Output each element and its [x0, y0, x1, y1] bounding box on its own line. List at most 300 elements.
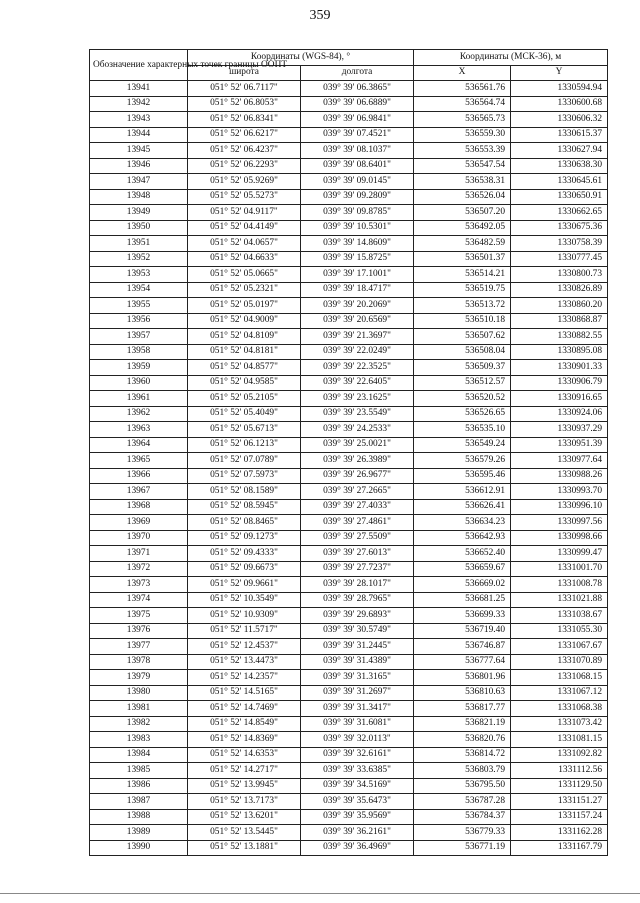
table-row: [90, 747, 608, 763]
x-cell: 536492.05: [414, 220, 511, 236]
y-cell: 1331162.28: [511, 825, 608, 841]
latitude-cell: 051° 52' 06.2293": [188, 158, 301, 174]
longitude-cell: 039° 39' 29.6893": [301, 608, 414, 624]
y-cell: 1330606.32: [511, 112, 608, 128]
y-cell: 1330868.87: [511, 313, 608, 329]
longitude-cell: 039° 39' 26.3989": [301, 453, 414, 469]
longitude-cell: 039° 39' 27.4861": [301, 515, 414, 531]
point-id-cell: 13985: [90, 763, 188, 779]
latitude-cell: 051° 52' 04.8109": [188, 329, 301, 345]
table-row: [90, 608, 608, 624]
latitude-cell: 051° 52' 05.2105": [188, 391, 301, 407]
table-row: [90, 174, 608, 190]
x-cell: 536535.10: [414, 422, 511, 438]
point-id-cell: 13956: [90, 313, 188, 329]
y-cell: 1330826.89: [511, 282, 608, 298]
point-id-cell: 13970: [90, 530, 188, 546]
latitude-cell: 051° 52' 05.2321": [188, 282, 301, 298]
longitude-cell: 039° 39' 36.2161": [301, 825, 414, 841]
y-cell: 1330615.37: [511, 127, 608, 143]
latitude-cell: 051° 52' 06.8341": [188, 112, 301, 128]
x-cell: 536801.96: [414, 670, 511, 686]
table-row: [90, 158, 608, 174]
x-cell: 536817.77: [414, 701, 511, 717]
table-row: [90, 127, 608, 143]
longitude-cell: 039° 39' 09.8785": [301, 205, 414, 221]
longitude-cell: 039° 39' 22.0249": [301, 344, 414, 360]
table-row: [90, 546, 608, 562]
table-row: [90, 468, 608, 484]
point-id-cell: 13973: [90, 577, 188, 593]
header-wgs84: Координаты (WGS-84), °: [188, 50, 414, 66]
longitude-cell: 039° 39' 06.9841": [301, 112, 414, 128]
point-id-cell: 13969: [90, 515, 188, 531]
longitude-cell: 039° 39' 27.5509": [301, 530, 414, 546]
point-id-cell: 13986: [90, 778, 188, 794]
latitude-cell: 051° 52' 13.9945": [188, 778, 301, 794]
y-cell: 1330993.70: [511, 484, 608, 500]
y-cell: 1331129.50: [511, 778, 608, 794]
latitude-cell: 051° 52' 14.8369": [188, 732, 301, 748]
latitude-cell: 051° 52' 05.6713": [188, 422, 301, 438]
longitude-cell: 039° 39' 31.2445": [301, 639, 414, 655]
y-cell: 1331068.38: [511, 701, 608, 717]
x-cell: 536520.52: [414, 391, 511, 407]
y-cell: 1330638.30: [511, 158, 608, 174]
x-cell: 536681.25: [414, 592, 511, 608]
table-row: [90, 670, 608, 686]
y-cell: 1331067.12: [511, 685, 608, 701]
point-id-cell: 13981: [90, 701, 188, 717]
x-cell: 536553.39: [414, 143, 511, 159]
longitude-cell: 039° 39' 24.2533": [301, 422, 414, 438]
point-id-cell: 13949: [90, 205, 188, 221]
x-cell: 536565.73: [414, 112, 511, 128]
longitude-cell: 039° 39' 23.5549": [301, 406, 414, 422]
x-cell: 536719.40: [414, 623, 511, 639]
longitude-cell: 039° 39' 27.4033": [301, 499, 414, 515]
table-row: [90, 96, 608, 112]
table-row: [90, 623, 608, 639]
latitude-cell: 051° 52' 06.4237": [188, 143, 301, 159]
latitude-cell: 051° 52' 05.0197": [188, 298, 301, 314]
longitude-cell: 039° 39' 33.6385": [301, 763, 414, 779]
latitude-cell: 051° 52' 14.7469": [188, 701, 301, 717]
latitude-cell: 051° 52' 04.9117": [188, 205, 301, 221]
x-cell: 536612.91: [414, 484, 511, 500]
x-cell: 536559.30: [414, 127, 511, 143]
x-cell: 536579.26: [414, 453, 511, 469]
table-row: [90, 825, 608, 841]
point-id-cell: 13976: [90, 623, 188, 639]
x-cell: 536814.72: [414, 747, 511, 763]
x-cell: 536507.20: [414, 205, 511, 221]
latitude-cell: 051° 52' 14.2717": [188, 763, 301, 779]
y-cell: 1330645.61: [511, 174, 608, 190]
longitude-cell: 039° 39' 23.1625": [301, 391, 414, 407]
page-number: 359: [309, 8, 331, 23]
y-cell: 1330997.56: [511, 515, 608, 531]
y-cell: 1330895.08: [511, 344, 608, 360]
latitude-cell: 051° 52' 06.8053": [188, 96, 301, 112]
longitude-cell: 039° 39' 17.1001": [301, 267, 414, 283]
longitude-cell: 039° 39' 31.3165": [301, 670, 414, 686]
y-cell: 1330901.33: [511, 360, 608, 376]
point-id-cell: 13959: [90, 360, 188, 376]
x-cell: 536538.31: [414, 174, 511, 190]
table-row: [90, 763, 608, 779]
latitude-cell: 051° 52' 13.5445": [188, 825, 301, 841]
x-cell: 536509.37: [414, 360, 511, 376]
latitude-cell: 051° 52' 10.3549": [188, 592, 301, 608]
point-id-cell: 13988: [90, 809, 188, 825]
point-id-cell: 13979: [90, 670, 188, 686]
latitude-cell: 051° 52' 05.0665": [188, 267, 301, 283]
x-cell: 536784.37: [414, 809, 511, 825]
longitude-cell: 039° 39' 10.5301": [301, 220, 414, 236]
x-cell: 536795.50: [414, 778, 511, 794]
latitude-cell: 051° 52' 14.6353": [188, 747, 301, 763]
point-id-cell: 13960: [90, 375, 188, 391]
x-cell: 536634.23: [414, 515, 511, 531]
x-cell: 536564.74: [414, 96, 511, 112]
table-row: [90, 360, 608, 376]
x-cell: 536626.41: [414, 499, 511, 515]
y-cell: 1331021.88: [511, 592, 608, 608]
header-y: Y: [511, 65, 608, 81]
latitude-cell: 051° 52' 09.4333": [188, 546, 301, 562]
table-row: [90, 515, 608, 531]
x-cell: 536810.63: [414, 685, 511, 701]
longitude-cell: 039° 39' 25.0021": [301, 437, 414, 453]
longitude-cell: 039° 39' 07.4521": [301, 127, 414, 143]
latitude-cell: 051° 52' 13.6201": [188, 809, 301, 825]
latitude-cell: 051° 52' 10.9309": [188, 608, 301, 624]
x-cell: 536514.21: [414, 267, 511, 283]
point-id-cell: 13943: [90, 112, 188, 128]
point-id-cell: 13941: [90, 81, 188, 97]
y-cell: 1330675.36: [511, 220, 608, 236]
longitude-cell: 039° 39' 20.2069": [301, 298, 414, 314]
point-id-cell: 13971: [90, 546, 188, 562]
y-cell: 1330906.79: [511, 375, 608, 391]
latitude-cell: 051° 52' 13.7173": [188, 794, 301, 810]
latitude-cell: 051° 52' 09.6673": [188, 561, 301, 577]
y-cell: 1330937.29: [511, 422, 608, 438]
table-row: [90, 112, 608, 128]
y-cell: 1330594.94: [511, 81, 608, 97]
table-row: [90, 484, 608, 500]
latitude-cell: 051° 52' 13.4473": [188, 654, 301, 670]
point-id-cell: 13963: [90, 422, 188, 438]
x-cell: 536549.24: [414, 437, 511, 453]
y-cell: 1331038.67: [511, 608, 608, 624]
table-row: [90, 391, 608, 407]
x-cell: 536746.87: [414, 639, 511, 655]
longitude-cell: 039° 39' 08.1037": [301, 143, 414, 159]
x-cell: 536526.65: [414, 406, 511, 422]
table-row: [90, 267, 608, 283]
point-id-cell: 13964: [90, 437, 188, 453]
table-row: [90, 437, 608, 453]
latitude-cell: 051° 52' 14.5165": [188, 685, 301, 701]
table-body: [90, 50, 608, 856]
y-cell: 1330758.39: [511, 236, 608, 252]
longitude-cell: 039° 39' 32.0113": [301, 732, 414, 748]
y-cell: 1331070.89: [511, 654, 608, 670]
longitude-cell: 039° 39' 06.3865": [301, 81, 414, 97]
point-id-cell: 13968: [90, 499, 188, 515]
y-cell: 1330662.65: [511, 205, 608, 221]
latitude-cell: 051° 52' 05.4049": [188, 406, 301, 422]
point-id-cell: 13961: [90, 391, 188, 407]
x-cell: 536659.67: [414, 561, 511, 577]
x-cell: 536501.37: [414, 251, 511, 267]
point-id-cell: 13982: [90, 716, 188, 732]
latitude-cell: 051° 52' 04.6633": [188, 251, 301, 267]
latitude-cell: 051° 52' 04.8577": [188, 360, 301, 376]
longitude-cell: 039° 39' 30.5749": [301, 623, 414, 639]
longitude-cell: 039° 39' 34.5169": [301, 778, 414, 794]
point-id-cell: 13965: [90, 453, 188, 469]
point-id-cell: 13987: [90, 794, 188, 810]
latitude-cell: 051° 52' 13.1881": [188, 840, 301, 856]
table-row: [90, 794, 608, 810]
latitude-cell: 051° 52' 05.9269": [188, 174, 301, 190]
table-row: [90, 220, 608, 236]
longitude-cell: 039° 39' 08.6401": [301, 158, 414, 174]
coordinates-table: [89, 49, 608, 856]
x-cell: 536777.64: [414, 654, 511, 670]
latitude-cell: 051° 52' 04.9585": [188, 375, 301, 391]
latitude-cell: 051° 52' 14.2357": [188, 670, 301, 686]
y-cell: 1331067.67: [511, 639, 608, 655]
y-cell: 1331092.82: [511, 747, 608, 763]
table-row: [90, 778, 608, 794]
latitude-cell: 051° 52' 05.5273": [188, 189, 301, 205]
point-id-cell: 13972: [90, 561, 188, 577]
table-row: [90, 344, 608, 360]
latitude-cell: 051° 52' 04.9009": [188, 313, 301, 329]
table-header-row: [90, 50, 608, 66]
y-cell: 1331073.42: [511, 716, 608, 732]
y-cell: 1330860.20: [511, 298, 608, 314]
table-row: [90, 236, 608, 252]
y-cell: 1330777.45: [511, 251, 608, 267]
point-id-cell: 13948: [90, 189, 188, 205]
longitude-cell: 039° 39' 28.7965": [301, 592, 414, 608]
table-row: [90, 685, 608, 701]
point-id-cell: 13955: [90, 298, 188, 314]
latitude-cell: 051° 52' 14.8549": [188, 716, 301, 732]
table-row: [90, 732, 608, 748]
point-id-cell: 13954: [90, 282, 188, 298]
x-cell: 536508.04: [414, 344, 511, 360]
x-cell: 536526.04: [414, 189, 511, 205]
table-row: [90, 205, 608, 221]
latitude-cell: 051° 52' 08.8465": [188, 515, 301, 531]
longitude-cell: 039° 39' 22.6405": [301, 375, 414, 391]
x-cell: 536561.76: [414, 81, 511, 97]
point-id-cell: 13967: [90, 484, 188, 500]
table-row: [90, 143, 608, 159]
table-row: [90, 406, 608, 422]
x-cell: 536512.57: [414, 375, 511, 391]
y-cell: 1331112.56: [511, 763, 608, 779]
latitude-cell: 051° 52' 08.5945": [188, 499, 301, 515]
longitude-cell: 039° 39' 22.3525": [301, 360, 414, 376]
table-row: [90, 329, 608, 345]
point-id-cell: 13957: [90, 329, 188, 345]
table-row: [90, 499, 608, 515]
point-id-cell: 13944: [90, 127, 188, 143]
y-cell: 1330951.39: [511, 437, 608, 453]
point-id-cell: 13977: [90, 639, 188, 655]
longitude-cell: 039° 39' 14.8609": [301, 236, 414, 252]
y-cell: 1331157.24: [511, 809, 608, 825]
longitude-cell: 039° 39' 31.6081": [301, 716, 414, 732]
x-cell: 536787.28: [414, 794, 511, 810]
longitude-cell: 039° 39' 06.6889": [301, 96, 414, 112]
longitude-cell: 039° 39' 15.8725": [301, 251, 414, 267]
longitude-cell: 039° 39' 27.6013": [301, 546, 414, 562]
x-cell: 536482.59: [414, 236, 511, 252]
point-id-cell: 13945: [90, 143, 188, 159]
table-row: [90, 716, 608, 732]
longitude-cell: 039° 39' 18.4717": [301, 282, 414, 298]
longitude-cell: 039° 39' 36.4969": [301, 840, 414, 856]
x-cell: 536771.19: [414, 840, 511, 856]
point-id-cell: 13966: [90, 468, 188, 484]
point-id-cell: 13984: [90, 747, 188, 763]
point-id-cell: 13947: [90, 174, 188, 190]
longitude-cell: 039° 39' 09.2809": [301, 189, 414, 205]
longitude-cell: 039° 39' 09.0145": [301, 174, 414, 190]
latitude-cell: 051° 52' 09.9661": [188, 577, 301, 593]
longitude-cell: 039° 39' 20.6569": [301, 313, 414, 329]
point-id-cell: 13958: [90, 344, 188, 360]
x-cell: 536803.79: [414, 763, 511, 779]
point-id-cell: 13952: [90, 251, 188, 267]
x-cell: 536513.72: [414, 298, 511, 314]
table-row: [90, 251, 608, 267]
latitude-cell: 051° 52' 07.5973": [188, 468, 301, 484]
table-row: [90, 298, 608, 314]
x-cell: 536642.93: [414, 530, 511, 546]
latitude-cell: 051° 52' 11.5717": [188, 623, 301, 639]
table-row: [90, 809, 608, 825]
point-id-cell: 13951: [90, 236, 188, 252]
table-row: [90, 453, 608, 469]
x-cell: 536669.02: [414, 577, 511, 593]
table-row: [90, 639, 608, 655]
y-cell: 1330996.10: [511, 499, 608, 515]
point-id-cell: 13942: [90, 96, 188, 112]
longitude-cell: 039° 39' 31.3417": [301, 701, 414, 717]
y-cell: 1331008.78: [511, 577, 608, 593]
latitude-cell: 051° 52' 09.1273": [188, 530, 301, 546]
x-cell: 536820.76: [414, 732, 511, 748]
y-cell: 1330999.47: [511, 546, 608, 562]
point-id-cell: 13980: [90, 685, 188, 701]
y-cell: 1330650.91: [511, 189, 608, 205]
point-id-cell: 13946: [90, 158, 188, 174]
table-row: [90, 530, 608, 546]
point-id-cell: 13974: [90, 592, 188, 608]
table-row: [90, 701, 608, 717]
table-row: [90, 577, 608, 593]
longitude-cell: 039° 39' 31.4389": [301, 654, 414, 670]
longitude-cell: 039° 39' 21.3697": [301, 329, 414, 345]
table-row: [90, 592, 608, 608]
y-cell: 1330998.66: [511, 530, 608, 546]
latitude-cell: 051° 52' 06.6217": [188, 127, 301, 143]
point-id-cell: 13962: [90, 406, 188, 422]
y-cell: 1330916.65: [511, 391, 608, 407]
table-row: [90, 189, 608, 205]
longitude-cell: 039° 39' 32.6161": [301, 747, 414, 763]
longitude-cell: 039° 39' 35.9569": [301, 809, 414, 825]
header-latitude: широта: [188, 65, 301, 81]
point-id-cell: 13950: [90, 220, 188, 236]
x-cell: 536595.46: [414, 468, 511, 484]
table-row: [90, 282, 608, 298]
longitude-cell: 039° 39' 35.6473": [301, 794, 414, 810]
table-row: [90, 375, 608, 391]
y-cell: 1331167.79: [511, 840, 608, 856]
y-cell: 1330977.64: [511, 453, 608, 469]
header-x: X: [414, 65, 511, 81]
y-cell: 1330988.26: [511, 468, 608, 484]
header-longitude: долгота: [301, 65, 414, 81]
x-cell: 536821.19: [414, 716, 511, 732]
y-cell: 1330627.94: [511, 143, 608, 159]
point-id-cell: 13953: [90, 267, 188, 283]
table-row: [90, 422, 608, 438]
longitude-cell: 039° 39' 27.2665": [301, 484, 414, 500]
table-row: [90, 840, 608, 856]
header-msk36: Координаты (МСК-36), м: [414, 50, 608, 66]
latitude-cell: 051° 52' 04.8181": [188, 344, 301, 360]
y-cell: 1330882.55: [511, 329, 608, 345]
longitude-cell: 039° 39' 31.2697": [301, 685, 414, 701]
longitude-cell: 039° 39' 28.1017": [301, 577, 414, 593]
table-row: [90, 313, 608, 329]
table-row: [90, 654, 608, 670]
x-cell: 536510.18: [414, 313, 511, 329]
point-id-cell: 13989: [90, 825, 188, 841]
table-row: [90, 561, 608, 577]
latitude-cell: 051° 52' 07.0789": [188, 453, 301, 469]
header-designation: Обозначение характерных точек границы ООПТ: [90, 50, 188, 81]
latitude-cell: 051° 52' 06.7117": [188, 81, 301, 97]
x-cell: 536779.33: [414, 825, 511, 841]
point-id-cell: 13990: [90, 840, 188, 856]
longitude-cell: 039° 39' 26.9677": [301, 468, 414, 484]
point-id-cell: 13983: [90, 732, 188, 748]
page-bottom-rule: [0, 893, 640, 894]
point-id-cell: 13978: [90, 654, 188, 670]
latitude-cell: 051° 52' 04.4149": [188, 220, 301, 236]
y-cell: 1331055.30: [511, 623, 608, 639]
x-cell: 536547.54: [414, 158, 511, 174]
x-cell: 536699.33: [414, 608, 511, 624]
x-cell: 536652.40: [414, 546, 511, 562]
y-cell: 1331068.15: [511, 670, 608, 686]
y-cell: 1331151.27: [511, 794, 608, 810]
x-cell: 536507.62: [414, 329, 511, 345]
point-id-cell: 13975: [90, 608, 188, 624]
